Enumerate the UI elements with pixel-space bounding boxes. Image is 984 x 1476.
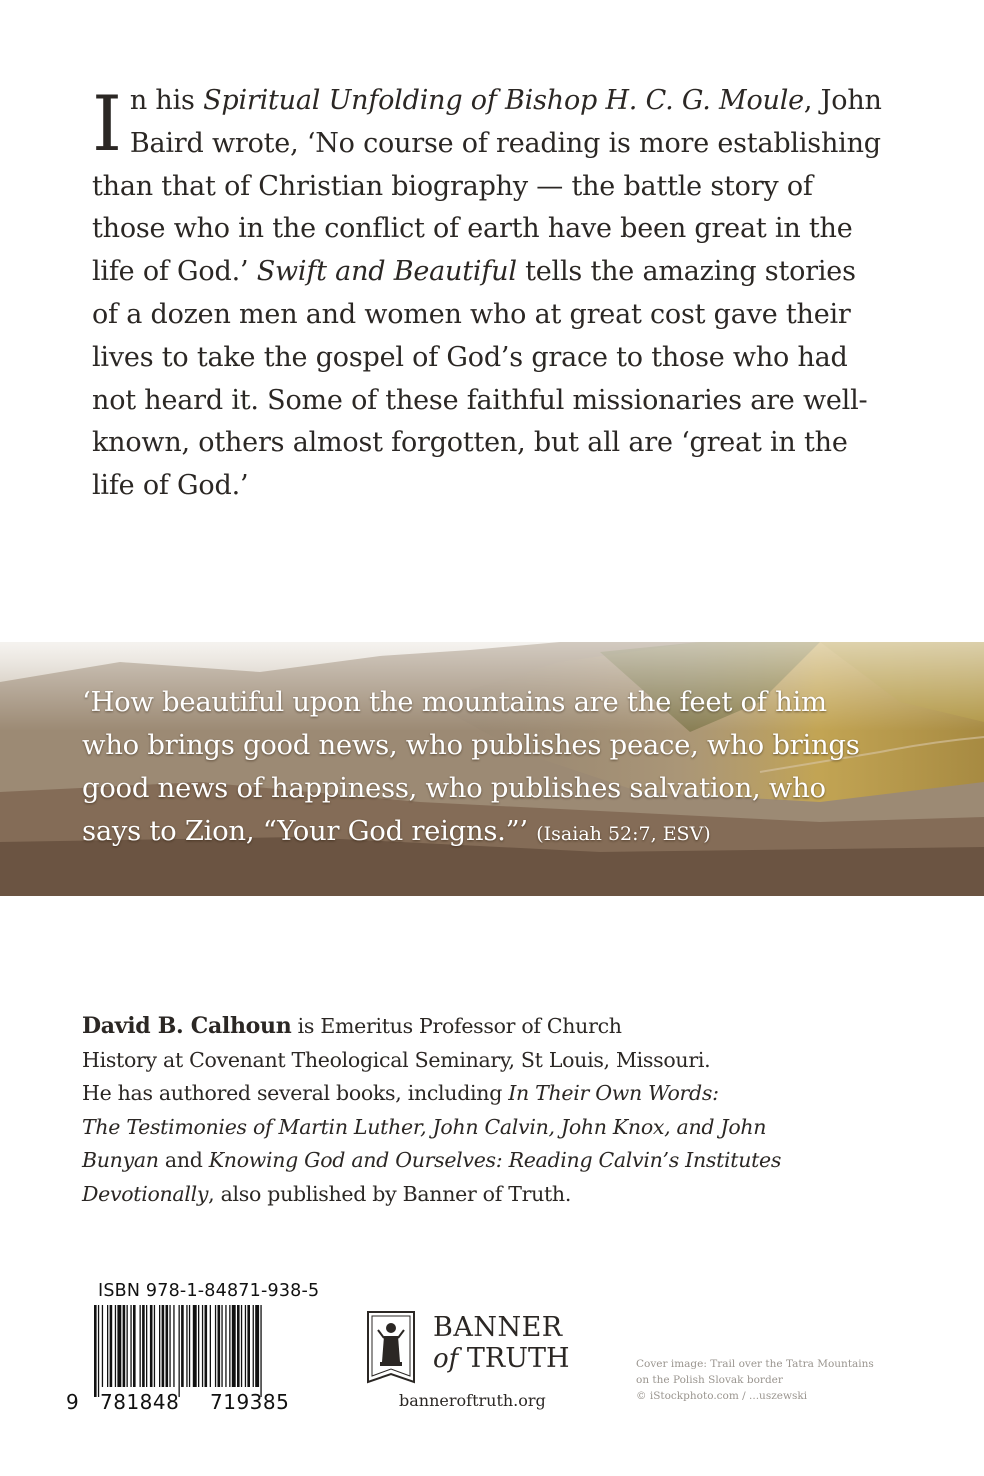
publisher-name: BANNER of TRUTH [433, 1312, 570, 1374]
isbn-label: ISBN 978-1-84871-938-5 [98, 1281, 320, 1301]
blurb-line: not heard it. Some of these faithful missionaries are well- [92, 384, 868, 416]
quote-line: who brings good news, who publishes peace, who brings [82, 729, 860, 761]
blurb-line: those who in the conflict of earth have been great in the [92, 213, 853, 245]
bio-line: History at Covenant Theological Seminary, St Louis, Missouri. [82, 1047, 711, 1072]
quote-line: good news of happiness, who publishes salvation, who [82, 772, 826, 804]
quote-line: says to Zion, “Your God reigns.”’ (Isaiah 52:7, ESV) [82, 815, 711, 847]
blurb-line: known, others almost forgotten, but all are ‘great in the [92, 427, 848, 459]
credit-line: Cover image: Trail over the Tatra Mountains [636, 1358, 874, 1370]
quote-line: ‘How beautiful upon the mountains are the feet of him [82, 686, 827, 718]
blurb-line: life of God.’ [92, 470, 249, 502]
blurb-line: lives to take the gospel of God’s grace to those who had [92, 341, 848, 373]
barcode-digit-group: 719385 [210, 1390, 290, 1414]
blurb-line: life of God.’ Swift and Beautiful tells the amazing stories [92, 256, 856, 288]
bio-line: He has authored several books, including In Their Own Words: [82, 1081, 719, 1105]
blurb-line: Baird wrote, ‘No course of reading is more establishing [129, 127, 881, 159]
cover-image-credit [636, 1356, 936, 1404]
back-cover-blurb [92, 80, 912, 508]
credit-line: © iStockphoto.com / ...uszewski [636, 1390, 808, 1402]
author-name: David B. Calhoun [82, 1013, 292, 1039]
drop-cap: I [92, 79, 122, 168]
quote-citation: (Isaiah 52:7, ESV) [536, 823, 711, 845]
barcode-first-digit: 9 [66, 1390, 80, 1414]
scripture-quote [82, 681, 942, 856]
publisher-logo-icon [362, 1308, 420, 1386]
barcode-digits [66, 1390, 314, 1414]
barcode-image [92, 1305, 324, 1397]
bio-line: Devotionally, also published by Banner of Truth. [82, 1181, 572, 1206]
bio-line: David B. Calhoun is Emeritus Professor of Church [82, 1013, 622, 1039]
blurb-line: than that of Christian biography — the battle story of [92, 170, 813, 202]
bio-line: The Testimonies of Martin Luther, John Calvin, John Knox, and John [82, 1114, 767, 1139]
blurb-line: n his Spiritual Unfolding of Bishop H. C. G. Moule, John [129, 85, 882, 116]
credit-line: on the Polish Slovak border [636, 1374, 783, 1386]
author-bio [82, 1010, 942, 1211]
blurb-line: of a dozen men and women who at great cost gave their [92, 298, 851, 330]
barcode-digit-group: 781848 [100, 1390, 180, 1414]
publisher-url: banneroftruth.org [399, 1391, 546, 1410]
bio-line: Bunyan and Knowing God and Ourselves: Reading Calvin’s Institutes [82, 1148, 782, 1172]
